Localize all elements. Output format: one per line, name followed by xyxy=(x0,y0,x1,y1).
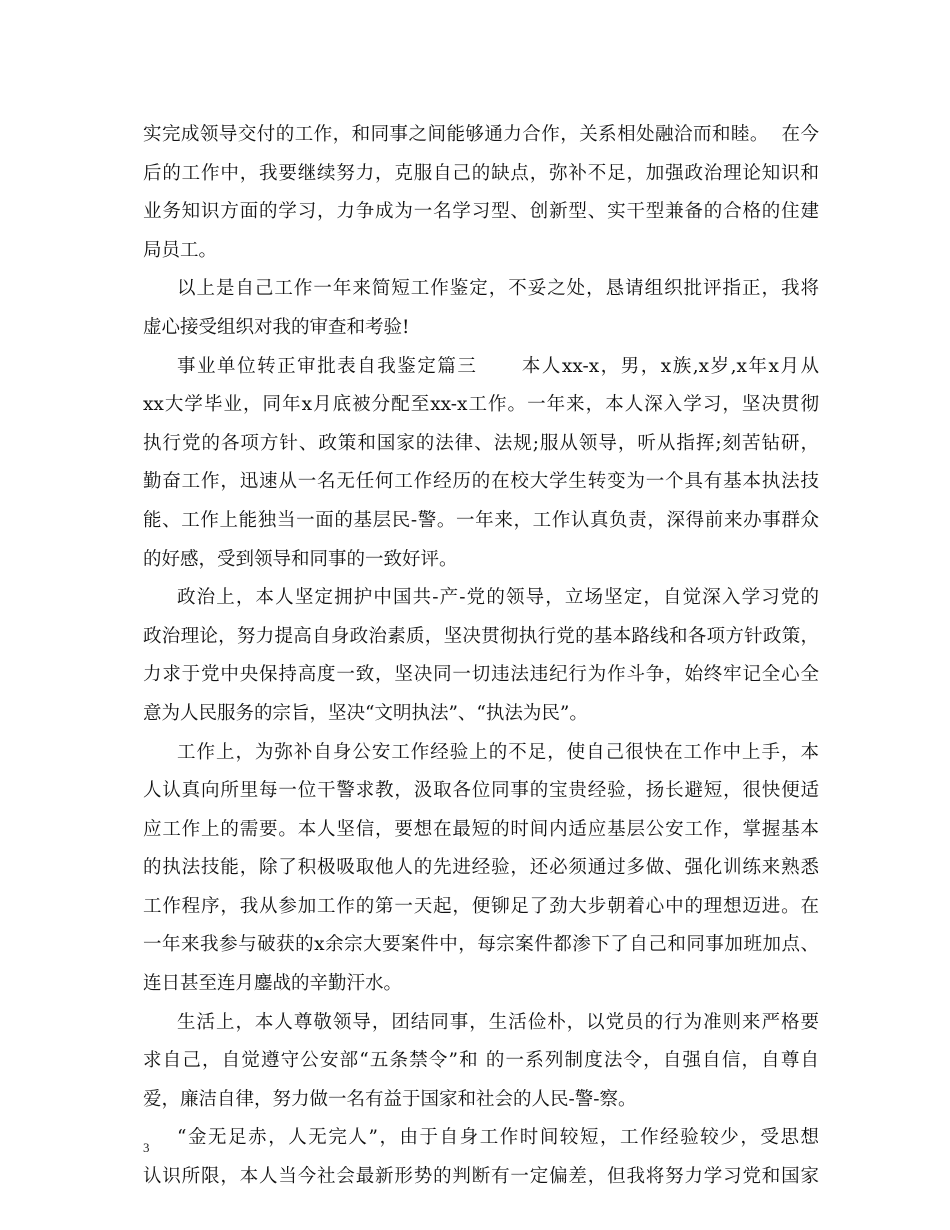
text-line: 局员工。 xyxy=(143,239,218,261)
text-line: 应工作上的需要。本人坚信，要想在最短的时间内适应基层公安工作，掌握基本 xyxy=(143,818,819,840)
text-line: 力求于党中央保持高度一致，坚决同一切违法违纪行为作斗争，始终牢记全心全 xyxy=(143,664,819,686)
page-number: 3 xyxy=(143,1140,150,1155)
text-line: 后的工作中，我要继续努力，克服自己的缺点，弥补不足，加强政治理论知识和 xyxy=(143,162,819,184)
text-line: 人认真向所里每一位干警求教，汲取各位同事的宝贵经验，扬长避短，很快便适 xyxy=(143,780,819,802)
text-line: 以上是自己工作一年来简短工作鉴定，不妥之处，恳请组织批评指正，我将 xyxy=(177,278,819,300)
text-line: 执行党的各项方针、政策和国家的法律、法规;服从领导，听从指挥;刻苦钻研， xyxy=(143,432,819,454)
text-line: 一年来我参与破获的x余宗大要案件中，每宗案件都渗下了自己和同事加班加点、 xyxy=(143,934,819,956)
body-text xyxy=(143,116,819,1197)
text-line: xx大学毕业，同年x月底被分配至xx-x工作。一年来，本人深入学习，坚决贯彻 xyxy=(143,394,819,416)
text-line: 生活上，本人尊敬领导，团结同事，生活俭朴，以党员的行为准则来严格要 xyxy=(177,1011,819,1033)
text-line: 的执法技能，除了积极吸取他人的先进经验，还必须通过多做、强化训练来熟悉 xyxy=(143,857,819,879)
text-line: 认识所限，本人当今社会最新形势的判断有一定偏差，但我将努力学习党和国家 xyxy=(143,1166,819,1188)
text-line: 意为人民服务的宗旨，坚决“文明执法”、“执法为民”。 xyxy=(143,702,588,724)
text-line: 事业单位转正审批表自我鉴定篇三 本人xx-x，男，x族,x岁,x年x月从 xyxy=(177,355,819,377)
text-line: 爱，廉洁自律，努力做一名有益于国家和社会的人民-警-察。 xyxy=(143,1088,637,1110)
text-line: 求自己，自觉遵守公安部“五条禁令”和 的一系列制度法令，自强自信，自尊自 xyxy=(143,1050,819,1072)
text-line: 连日甚至连月鏖战的辛勤汗水。 xyxy=(143,973,403,995)
text-line: 工作程序，我从参加工作的第一天起，便铆足了劲大步朝着心中的理想迈进。在 xyxy=(143,895,819,917)
text-line: 业务知识方面的学习，力争成为一名学习型、创新型、实干型兼备的合格的住建 xyxy=(143,201,819,223)
text-line: 能、工作上能独当一面的基层民-警。一年来，工作认真负责，深得前来办事群众 xyxy=(143,509,819,531)
text-line: 政治理论，努力提高自身政治素质，坚决贯彻执行党的基本路线和各项方针政策， xyxy=(143,625,819,647)
text-line: 的好感，受到领导和同事的一致好评。 xyxy=(143,548,458,570)
text-line: 实完成领导交付的工作，和同事之间能够通力合作，关系相处融洽而和睦。 在今 xyxy=(143,124,819,145)
text-line: “金无足赤，人无完人”，由于自身工作时间较短，工作经验较少，受思想 xyxy=(177,1127,819,1149)
text-line: 勤奋工作，迅速从一名无任何工作经历的在校大学生转变为一个具有基本执法技 xyxy=(143,471,819,493)
text-line: 政治上，本人坚定拥护中国共-产-党的领导，立场坚定，自觉深入学习党的 xyxy=(177,587,819,609)
text-line: 虚心接受组织对我的审查和考验! xyxy=(143,316,410,338)
text-line: 工作上，为弥补自身公安工作经验上的不足，使自己很快在工作中上手，本 xyxy=(177,741,819,763)
